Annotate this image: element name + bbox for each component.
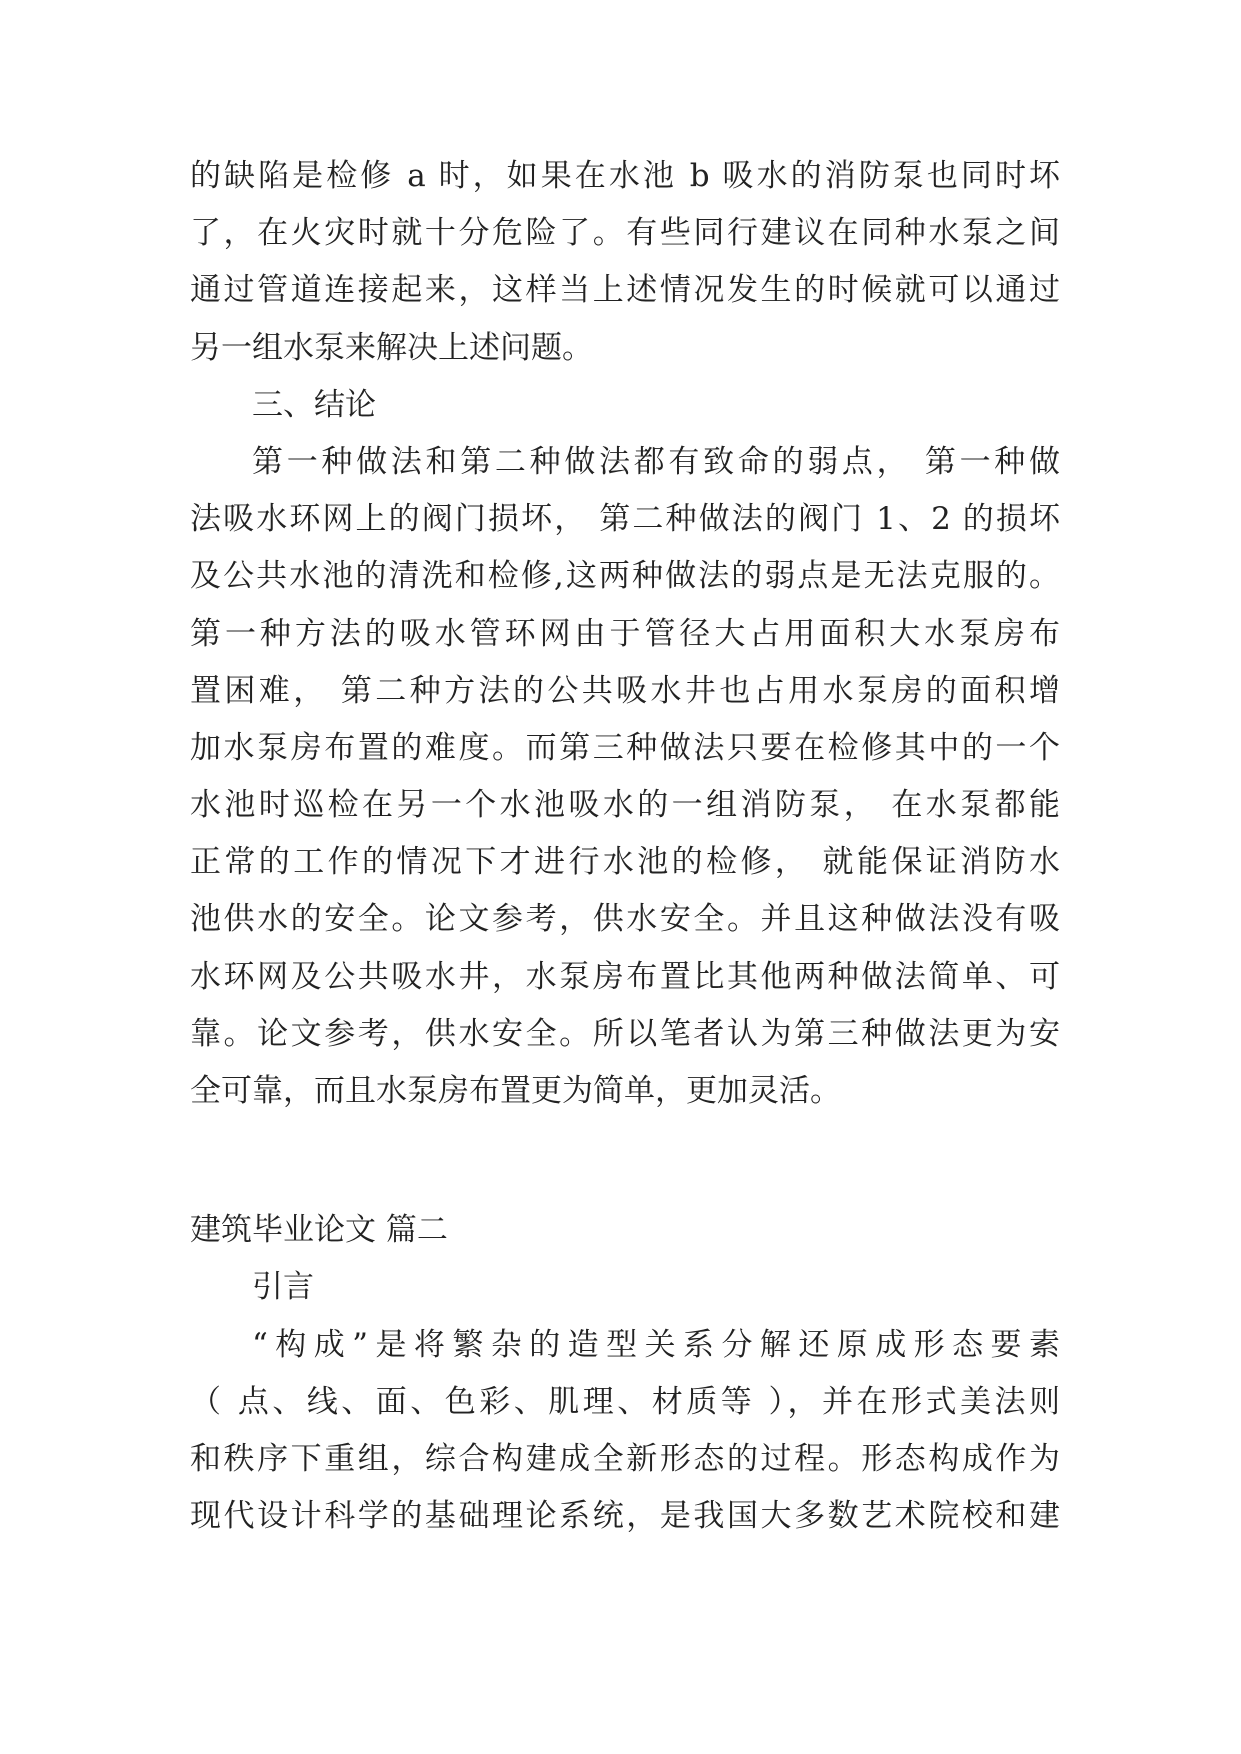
text-line: 第一种做法和第二种做法都有致命的弱点， 第一种做 <box>252 443 1060 480</box>
text-line: 加水泵房布置的难度。而第三种做法只要在检修其中的一个 <box>190 729 1060 766</box>
document-page <box>190 148 1060 1545</box>
text-line: 水池时巡检在另一个水池吸水的一组消防泵， 在水泵都能 <box>190 787 1060 824</box>
text-line: 正常的工作的情况下才进行水池的检修， 就能保证消防水 <box>190 844 1060 881</box>
text-line: 另一组水泵来解决上述问题。 <box>190 329 593 366</box>
text-line: 及公共水池的清洗和检修,这两种做法的弱点是无法克服的。 <box>190 558 1060 595</box>
text-line: 置困难， 第二种方法的公共吸水井也占用水泵房的面积增 <box>190 672 1060 709</box>
text-line: 第一种方法的吸水管环网由于管径大占用面积大水泵房布 <box>190 615 1060 652</box>
text-line: 法吸水环网上的阀门损坏， 第二种做法的阀门 1、2 的损坏 <box>190 501 1060 538</box>
text-line: 了，在火灾时就十分危险了。有些同行建议在同种水泵之间 <box>190 215 1060 252</box>
text-line: 水环网及公共吸水井，水泵房布置比其他两种做法简单、可 <box>190 958 1060 995</box>
text-line: （ 点、线、面、色彩、肌理、材质等 ），并在形式美法则 <box>190 1383 1060 1420</box>
text-line: 和秩序下重组，综合构建成全新形态的过程。形态构成作为 <box>190 1440 1060 1477</box>
text-line: 全可靠，而且水泵房布置更为简单，更加灵活。 <box>190 1073 841 1109</box>
article-title-block <box>190 1202 1060 1259</box>
section-heading: 三、结论 <box>252 386 376 423</box>
text-line: “构成”是将繁杂的造型关系分解还原成形态要素 <box>252 1326 1060 1363</box>
paragraph-gap <box>190 1120 1060 1202</box>
section-heading-introduction <box>190 1259 1060 1316</box>
paragraph-conclusion <box>190 434 1060 1120</box>
text-line: 的缺陷是检修 a 时，如果在水池 b 吸水的消防泵也同时坏 <box>190 158 1060 194</box>
section-heading-conclusion <box>190 377 1060 434</box>
paragraph-pump-defect <box>190 148 1060 377</box>
paragraph-introduction <box>190 1317 1060 1546</box>
text-line: 靠。论文参考，供水安全。所以笔者认为第三种做法更为安 <box>190 1015 1060 1052</box>
section-heading: 引言 <box>252 1269 314 1306</box>
text-line: 通过管道连接起来，这样当上述情况发生的时候就可以通过 <box>190 272 1060 309</box>
article-title: 建筑毕业论文 篇二 <box>190 1212 448 1249</box>
text-line: 池供水的安全。论文参考，供水安全。并且这种做法没有吸 <box>190 901 1060 938</box>
text-line: 现代设计科学的基础理论系统，是我国大多数艺术院校和建 <box>190 1498 1060 1535</box>
